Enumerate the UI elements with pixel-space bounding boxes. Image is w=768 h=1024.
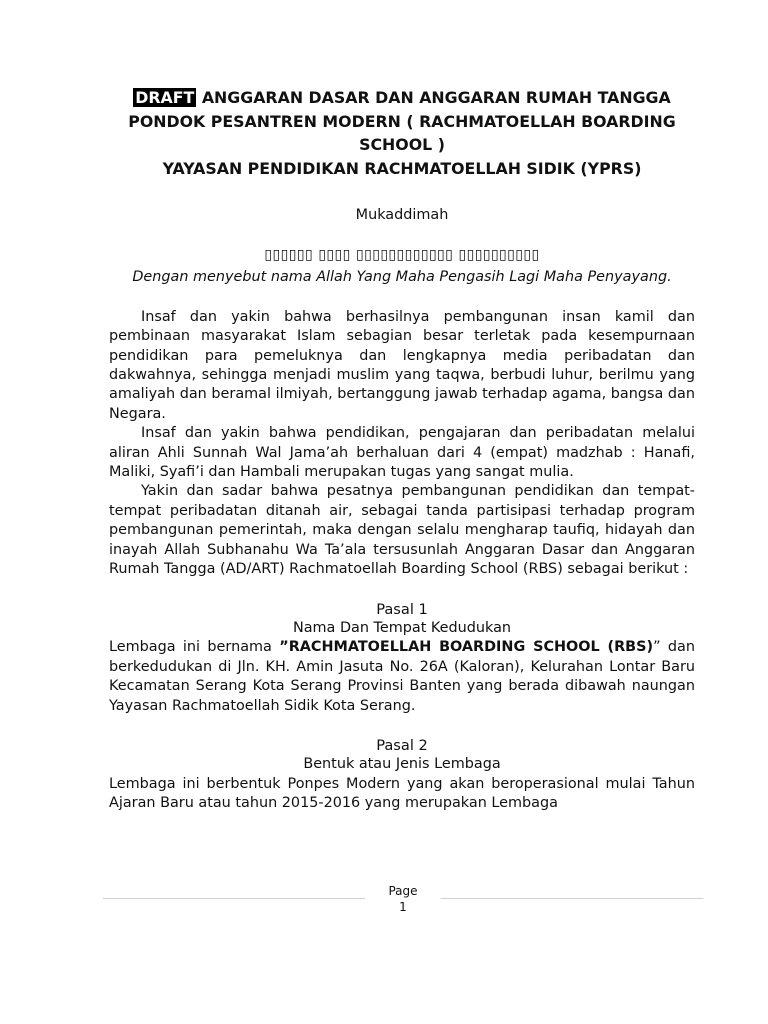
title-line-3: YAYASAN PENDIDIKAN RACHMATOELLAH SIDIK (YPRS) (162, 158, 642, 178)
pasal-1-subheading: Nama Dan Tempat Kedudukan (292, 619, 512, 636)
pasal-2-heading: Pasal 2 (376, 736, 428, 754)
page-label: Page (388, 884, 418, 898)
page-number: 1 (399, 900, 407, 914)
document-body (109, 86, 695, 814)
page-number-label (365, 883, 441, 915)
pasal-2-subheading: Bentuk atau Jenis Lembaga (303, 756, 501, 773)
title-line-1: ANGGARAN DASAR DAN ANGGARAN RUMAH TANGGA (196, 88, 671, 107)
bismillah-translation: Dengan menyebut nama Allah Yang Maha Pengasih Lagi Maha Penyayang. (132, 269, 672, 286)
footer-divider-left (103, 898, 365, 899)
preamble-paragraph-1: Insaf dan yakin bahwa berhasilnya pembangunan insan kamil dan pembinaan masyarakat Islam sebagian besar terletak pada kesempurnaan pendidikan para pemeluknya dan lengkapnya media peribadatan dan dakwahnya, sehingga menjadi muslim yang taqwa, berbudi luhur, berilmu yang amaliyah dan beramal ilmiyah, bertanggung jawab terhadap agama, bangsa dan Negara. (109, 308, 695, 422)
preamble-paragraph-2: Insaf dan yakin bahwa pendidikan, pengajaran dan peribadatan melalui aliran Ahli Sunnah Wal Jama’ah berhaluan dari 4 (empat) madzhab : Hanafi, Maliki, Syafi’i dan Hambali merupakan tugas yang sangat mulia. (109, 425, 695, 481)
pasal-2-text: Lembaga ini berbentuk Ponpes Modern yang akan beroperasional mulai Tahun Ajaran Baru atau tahun 2015-2016 yang merupakan Lembaga (109, 775, 695, 812)
mukaddimah-heading: Mukaddimah (355, 207, 449, 223)
preamble-paragraph-3: Yakin dan sadar bahwa pesatnya pembangunan pendidikan dan tempat-tempat peribadatan ditanah air, sebagai tanda partisipasi terhadap program pembangunan pemerintah, maka dengan selalu mengharap taufiq, hidayah dan inayah Allah Subhanahu Wa Ta’ala tersusunlah Anggaran Dasar dan Anggaran Rumah Tangga (AD/ART) Rachmatoellah Boarding School (RBS) sebagai berikut : (109, 483, 695, 578)
pasal-1-text-before: Lembaga ini bernama (109, 639, 280, 656)
bismillah-arabic-text: ▯▯▯▯▯▯ ▯▯▯▯ ▯▯▯▯▯▯▯▯▯▯▯▯ ▯▯▯▯▯▯▯▯▯▯ (264, 247, 540, 264)
institution-name: ”RACHMATOELLAH BOARDING SCHOOL (RBS) (279, 639, 654, 656)
pasal-1-text-after: ” dan berkedudukan di Jln. KH. Amin Jasuta No. 26A (Kaloran), Kelurahan Lontar Baru Kecamatan Serang Kota Serang Provinsi Banten yang berada dibawah naungan Yayasan Rachmatoellah Sidik Kota Serang. (109, 639, 695, 714)
footer-divider-right (441, 898, 703, 899)
title-line-2: PONDOK PESANTREN MODERN ( RACHMATOELLAH BOARDING SCHOOL ) (128, 111, 676, 154)
pasal-1-text (109, 638, 695, 716)
document-title (109, 86, 695, 180)
draft-badge: DRAFT (135, 88, 195, 107)
page-footer (103, 883, 703, 917)
pasal-1-heading: Pasal 1 (376, 600, 428, 618)
